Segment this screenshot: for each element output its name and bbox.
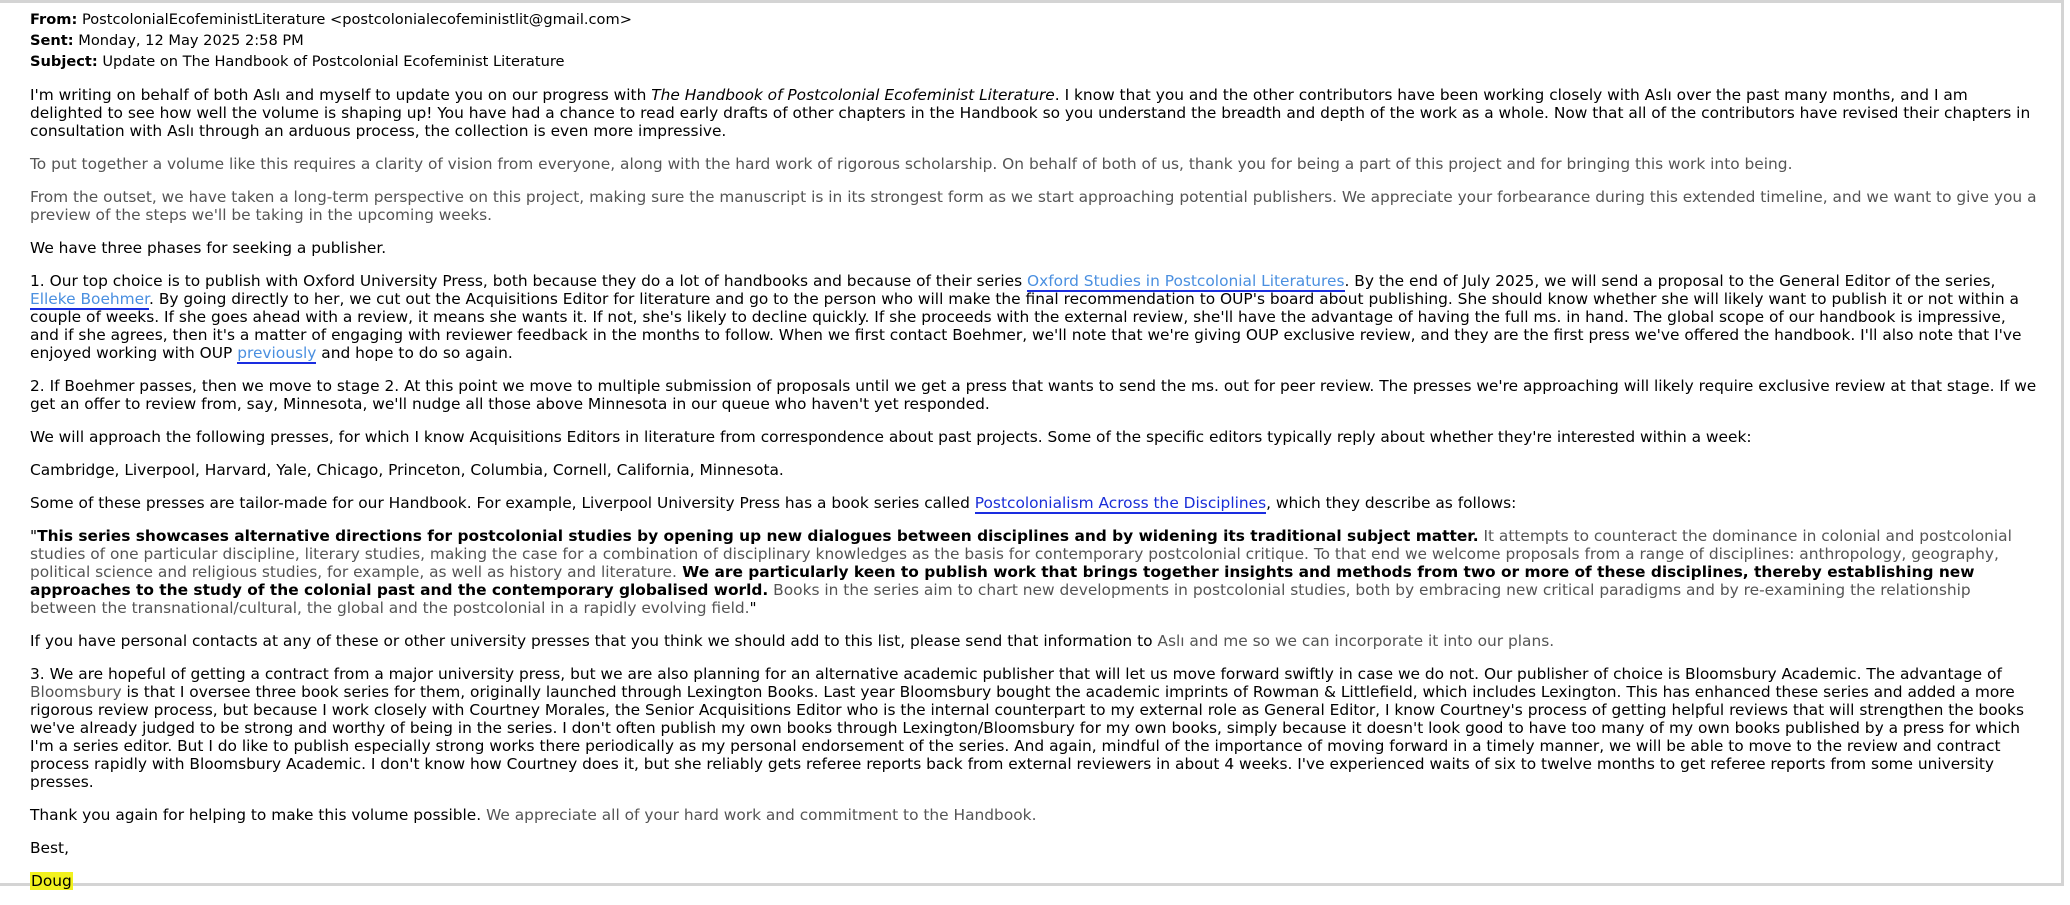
paragraph-liverpool [30, 494, 2038, 512]
sent-row [30, 30, 2038, 51]
subject-label: Subject: [30, 53, 98, 70]
paragraph-phase-3 [30, 665, 2038, 791]
phase-1-text-cont2: . By going directly to her, we cut out the Acquisitions Editor for literature and go to the person who will make the final recommendation to OUP's board about publishing. She should know whether she will likely want to publish it or not within a couple of weeks. If she goes ahead with a review, it means she wants it. If not, she's likely to decline quickly. If she proceeds with the external review, she'll have the advantage of having the full ms. in hand. The global scope of our handbook is impressive, and if she agrees, then it's a matter of engaging with reviewer feedback in the months to follow. When we first contact Boehmer, we'll note that we're giving OUP exclusive review, and they are the first press we've offered the handbook. I'll also note that I've enjoyed working with OUP [30, 290, 2022, 362]
email-header [30, 9, 2038, 72]
paragraph-presses-intro: We will approach the following presses, for which I know Acquisitions Editors in literature from correspondence about past projects. Some of the specific editors typically reply about whether they're interested within a week: [30, 428, 1752, 446]
closing-text: Thank you again for helping to make this volume possible. [30, 806, 487, 824]
signoff: Best, [30, 839, 69, 857]
liverpool-series-link[interactable]: Postcolonialism Across the Disciplines [974, 494, 1267, 512]
paragraph-presses-list: Cambridge, Liverpool, Harvard, Yale, Chicago, Princeton, Columbia, Cornell, California, Minnesota. [30, 461, 784, 479]
signature-row [30, 872, 2038, 890]
phase-3-text-cont: is that I oversee three book series for them, originally launched through Lexington Books. Last year Bloomsbury bought the academic imprints of Rowman & Littlefield, which includes Lexington. This has enhanced these series and added a more rigorous review process, but because I work closely with Courtney Morales, the Senior Acquisitions Editor who is the internal counterpart to my external role as General Editor, I know Courtney's process of getting helpful reviews that will strengthen the books we've already judged to be strong and worthy of being in the series. I don't often publish my own books through Lexington/Bloomsbury for my own books, simply because it doesn't look good to have too many of my own books published by a press for which I'm a series editor. But I do like to publish especially strong works there periodically as my personal endorsement of the series. And again, mindful of the importance of moving forward in a timely manner, we will be able to move to the review and contract process rapidly with Bloomsbury Academic. I don't know how Courtney does it, but she reliably gets referee reports back from external reviewers in about 4 weeks. I've experienced waits of six to twelve months to get referee reports from some university presses. [30, 683, 2024, 791]
email-body [30, 86, 2038, 890]
from-value: PostcolonialEcofeministLiterature <postcolonialecofeministlit@gmail.com> [81, 11, 632, 28]
bloomsbury-text: Bloomsbury [30, 683, 122, 701]
signature: Doug [31, 872, 72, 890]
quote-text-2: Books in the series aim to chart new developments in postcolonial studies, both by embracing new critical paradigms and by re-examining the relationship between the transnational/cultural, the global and the postcolonial in a rapidly evolving field. [30, 581, 1971, 617]
quote-bold-1: This series showcases alternative directions for postcolonial studies by opening up new dialogues between disciplines and by widening its traditional subject matter. [37, 527, 1479, 545]
paragraph-outset: From the outset, we have taken a long-term perspective on this project, making sure the manuscript is in its strongest form as we start approaching potential publishers. We appreciate your forbearance during this extended timeline, and we want to give you a preview of the steps we'll be taking in the upcoming weeks. [30, 188, 2037, 224]
paragraph-thanks: To put together a volume like this requires a clarity of vision from everyone, along with the hard work of rigorous scholarship. On behalf of both of us, thank you for being a part of this project and for bringing this work into being. [30, 155, 1793, 173]
paragraph-phase-2: 2. If Boehmer passes, then we move to stage 2. At this point we move to multiple submission of proposals until we get a press that wants to send the ms. out for peer review. The presses we're approaching will likely require exclusive review at that stage. If we get an offer to review from, say, Minnesota, we'll nudge all those above Minnesota in our queue who haven't yet responded. [30, 377, 2037, 413]
subject-value: Update on The Handbook of Postcolonial Ecofeminist Literature [102, 53, 565, 70]
quote-text-1: It attempts to counteract the dominance in colonial and postcolonial studies of one particular discipline, literary studies, making the case for a combination of disciplinary knowledges as the basis for contemporary postcolonial critique. To that end we welcome proposals from a range of disciplines: anthropology, geography, political science and religious studies, for example, as well as history and literature. [30, 527, 2012, 581]
paragraph-intro [30, 86, 2038, 140]
elleke-boehmer-link[interactable]: Elleke Boehmer [30, 290, 150, 308]
phase-1-text: 1. Our top choice is to publish with Oxford University Press, both because they do a lot of handbooks and because of their series [30, 272, 1028, 290]
intro-text: I'm writing on behalf of both Aslı and myself to update you on our progress with [30, 86, 652, 104]
liverpool-text: Some of these presses are tailor-made for our Handbook. For example, Liverpool University Press has a book series called [30, 494, 975, 512]
header-gap [30, 72, 2038, 86]
oxford-series-link[interactable]: Oxford Studies in Postcolonial Literatures [1027, 272, 1345, 290]
email-message [30, 9, 2038, 905]
quote-close: " [749, 599, 757, 617]
handbook-title: The Handbook of Postcolonial Ecofeminist Literature [651, 86, 1055, 104]
phase-3-text: 3. We are hopeful of getting a contract from a major university press, but we are also planning for an alternative academic publisher that will let us move forward swiftly in case we do not. Our publisher of choice is Bloomsbury Academic. The advantage of [30, 665, 2002, 683]
paragraph-contacts [30, 632, 2038, 650]
contacts-text-end: Aslı and me so we can incorporate it into our plans. [1157, 632, 1555, 650]
paragraph-closing [30, 806, 2038, 824]
quote-open: " [30, 527, 38, 545]
paragraph-phases: We have three phases for seeking a publisher. [30, 239, 387, 257]
sent-label: Sent: [30, 32, 74, 49]
from-label: From: [30, 11, 78, 28]
from-row [30, 9, 2038, 30]
paragraph-series-quote [30, 527, 2038, 617]
paragraph-phase-1 [30, 272, 2038, 362]
subject-row [30, 51, 2038, 72]
phase-1-text-end: and hope to do so again. [316, 344, 513, 362]
contacts-text: If you have personal contacts at any of these or other university presses that you think we should add to this list, please send that information to [30, 632, 1158, 650]
liverpool-text-end: , which they describe as follows: [1266, 494, 1517, 512]
quote-bold-2: We are particularly keen to publish work that brings together insights and methods from two or more of these disciplines, thereby establishing new approaches to the study of the colonial past and the contemporary globalised world. [30, 563, 1975, 599]
intro-text-cont: . I know that you and the other contributors have been working closely with Aslı over the past many months, and I am delighted to see how well the volume is shaping up! You have had a chance to read early drafts of other chapters in the Handbook so you understand the breadth and depth of the work as a whole. Now that all of the contributors have revised their chapters in consultation with Aslı through an arduous process, the collection is even more impressive. [30, 86, 2031, 140]
closing-text-end: We appreciate all of your hard work and commitment to the Handbook. [486, 806, 1037, 824]
phase-1-text-cont: . By the end of July 2025, we will send a proposal to the General Editor of the series, [1344, 272, 1996, 290]
previously-link[interactable]: previously [237, 344, 317, 362]
sent-value: Monday, 12 May 2025 2:58 PM [78, 32, 304, 49]
